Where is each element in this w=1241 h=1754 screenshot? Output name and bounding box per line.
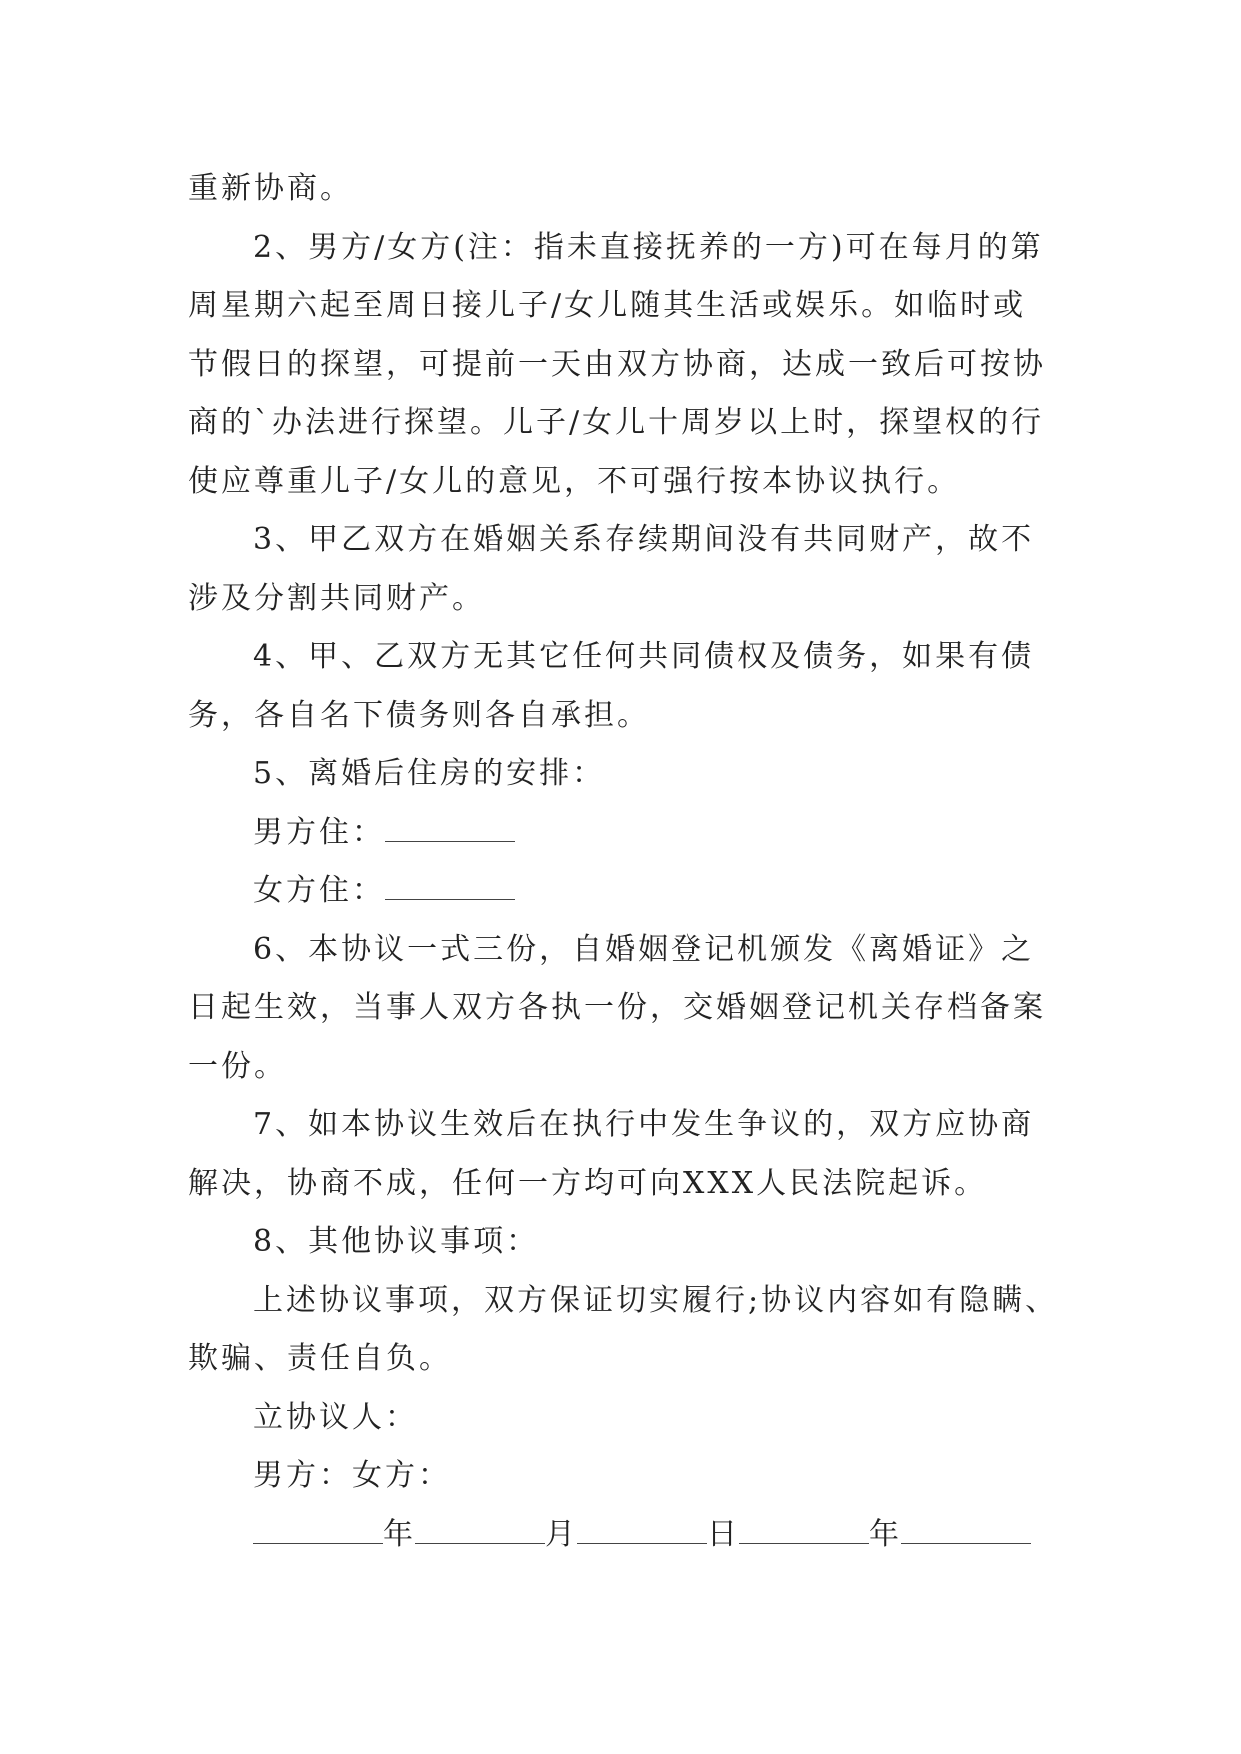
paragraph-line: 涉及分割共同财产。	[188, 580, 485, 616]
day-blank	[577, 1519, 707, 1544]
paragraph-line: 上述协议事项，双方保证切实履行;协议内容如有隐瞒、	[253, 1282, 1059, 1318]
paragraph-line: 3、甲乙双方在婚姻关系存续期间没有共同财产，故不	[253, 522, 1035, 557]
paragraph-line: 务，各自名下债务则各自承担。	[188, 697, 650, 733]
date-line	[188, 1506, 1058, 1565]
paragraph-line: 5、离婚后住房的安排：	[253, 756, 606, 791]
year-blank	[253, 1519, 383, 1544]
trailing-blank	[901, 1519, 1031, 1544]
paragraph-line: 4、甲、乙双方无其它任何共同债权及债务，如果有债	[253, 639, 1035, 674]
year-label: 年	[383, 1516, 415, 1552]
signatory-parties: 男方：女方：	[253, 1458, 451, 1493]
paragraph-line: 使应尊重儿子/女儿的意见，不可强行按本协议执行。	[188, 463, 961, 499]
female-residence-label: 女方住：	[253, 873, 385, 908]
paragraph-line: 7、如本协议生效后在执行中发生争议的，双方应协商	[253, 1107, 1035, 1142]
male-residence-blank	[385, 817, 515, 842]
month-label: 月	[545, 1516, 577, 1552]
male-residence-line	[188, 804, 1058, 863]
document-body	[188, 160, 1058, 1564]
paragraph-line: 解决，协商不成，任何一方均可向XXX人民法院起诉。	[188, 1165, 988, 1201]
paragraph-line: 6、本协议一式三份，自婚姻登记机颁发《离婚证》之	[253, 931, 1035, 967]
paragraph-line: 2、男方/女方(注：指未直接抚养的一方)可在每月的第	[253, 229, 1044, 265]
female-residence-line	[188, 862, 1058, 921]
paragraph-line: 重新协商。	[188, 171, 353, 206]
paragraph-line: 节假日的探望，可提前一天由双方协商，达成一致后可按协	[188, 346, 1046, 382]
day-label: 日	[707, 1516, 739, 1552]
signatory-heading: 立协议人：	[253, 1399, 418, 1435]
paragraph-line: 商的`办法进行探望。儿子/女儿十周岁以上时，探望权的行	[188, 405, 1045, 440]
paragraph-line: 日起生效，当事人双方各执一份，交婚姻登记机关存档备案	[188, 990, 1046, 1025]
paragraph-line: 周星期六起至周日接儿子/女儿随其生活或娱乐。如临时或	[188, 288, 1027, 323]
paragraph-line: 欺骗、责任自负。	[188, 1341, 452, 1376]
second-year-label: 年	[869, 1516, 901, 1552]
paragraph-line: 一份。	[188, 1048, 287, 1084]
second-year-blank	[739, 1519, 869, 1544]
month-blank	[415, 1519, 545, 1544]
male-residence-label: 男方住：	[253, 814, 385, 850]
female-residence-blank	[385, 875, 515, 900]
paragraph-line: 8、其他协议事项：	[253, 1224, 540, 1259]
